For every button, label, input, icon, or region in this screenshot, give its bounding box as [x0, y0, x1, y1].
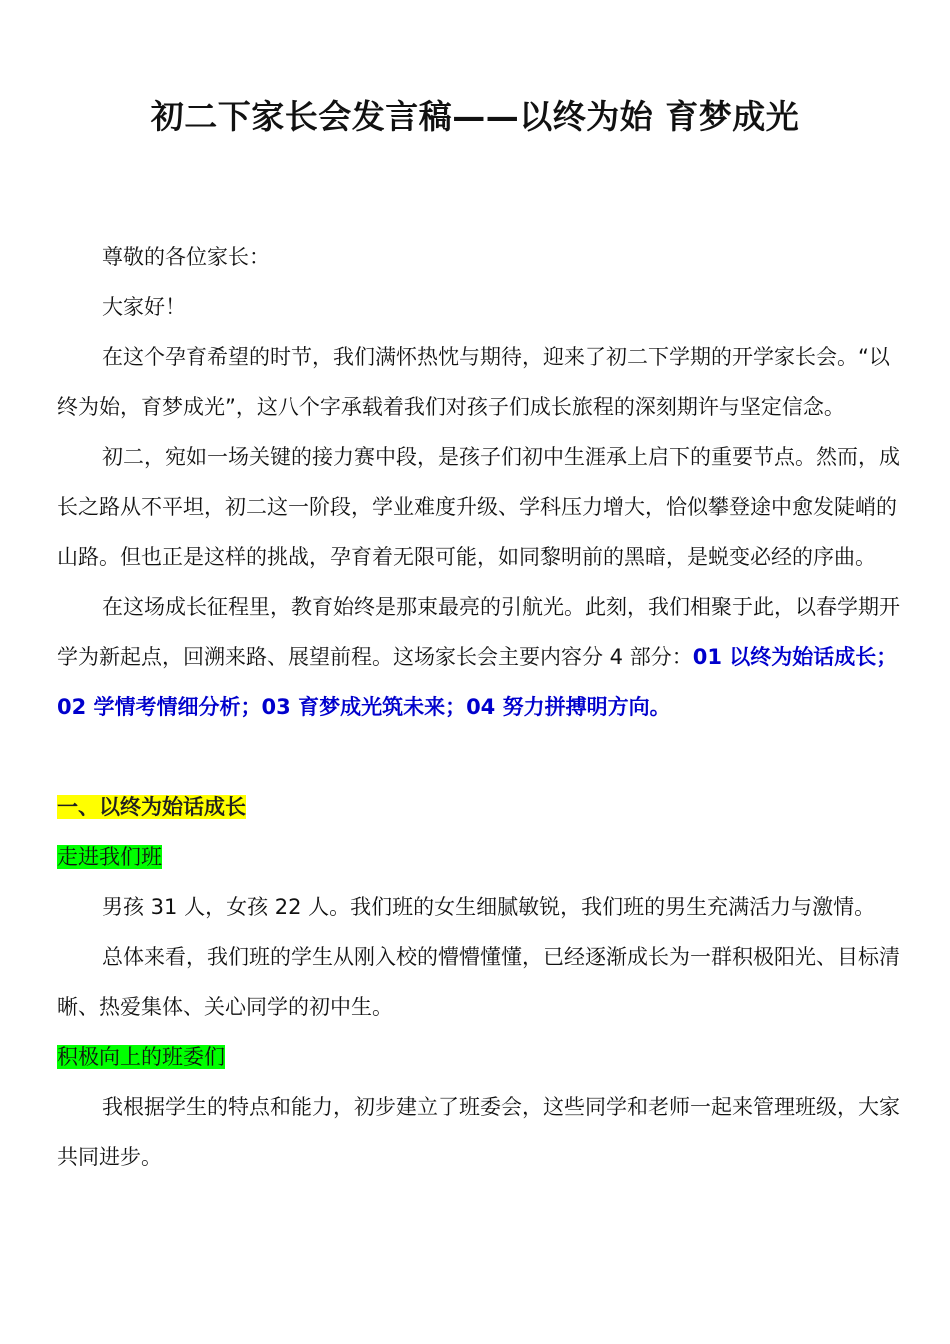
subsection-heading-class	[57, 832, 905, 882]
agenda-paragraph	[57, 582, 905, 732]
intro-paragraph: 在这个孕育希望的时节，我们满怀热忱与期待，迎来了初二下学期的开学家长会。“以终为始，育梦成光”，这八个字承载着我们对孩子们成长旅程的深刻期许与坚定信念。	[57, 345, 890, 419]
subsection-heading-committee	[57, 1032, 905, 1082]
blank-line	[57, 732, 905, 782]
section-heading-text: 一、以终为始话成长	[57, 795, 246, 819]
class-stats-paragraph: 男孩 31 人，女孩 22 人。我们班的女生细腻敏锐，我们班的男生充满活力与激情。	[102, 895, 876, 919]
section-heading-1	[57, 782, 905, 832]
document-body	[57, 232, 905, 1182]
subsection-heading-text: 积极向上的班委们	[57, 1045, 225, 1069]
stage-paragraph: 初二，宛如一场关键的接力赛中段，是孩子们初中生涯承上启下的重要节点。然而，成长之路从不平坦，初二这一阶段，学业难度升级、学科压力增大，恰似攀登途中愈发陡峭的山路。但也正是这样的挑战，孕育着无限可能，如同黎明前的黑暗，是蜕变必经的序曲。	[57, 445, 900, 569]
subsection-heading-text: 走进我们班	[57, 845, 162, 869]
class-summary-paragraph: 总体来看，我们班的学生从刚入校的懵懵懂懂，已经逐渐成长为一群积极阳光、目标清晰、热爱集体、关心同学的初中生。	[57, 945, 900, 1019]
committee-paragraph: 我根据学生的特点和能力，初步建立了班委会，这些同学和老师一起来管理班级，大家共同进步。	[57, 1095, 900, 1169]
page-title: 初二下家长会发言稿——以终为始 育梦成光	[150, 97, 800, 136]
agenda-text: 在这场成长征程里，教育始终是那束最亮的引航光。此刻，我们相聚于此，以春学期开学为新起点，回溯来路、展望前程。这场家长会主要内容分 4 部分：	[57, 595, 900, 669]
greeting: 尊敬的各位家长：	[102, 245, 270, 269]
agenda-outline: 01 以终为始话成长；02 学情考情细分析；03 育梦成光筑未来；04 努力拼搏明方向。	[57, 645, 898, 719]
hello-line: 大家好！	[102, 295, 186, 319]
